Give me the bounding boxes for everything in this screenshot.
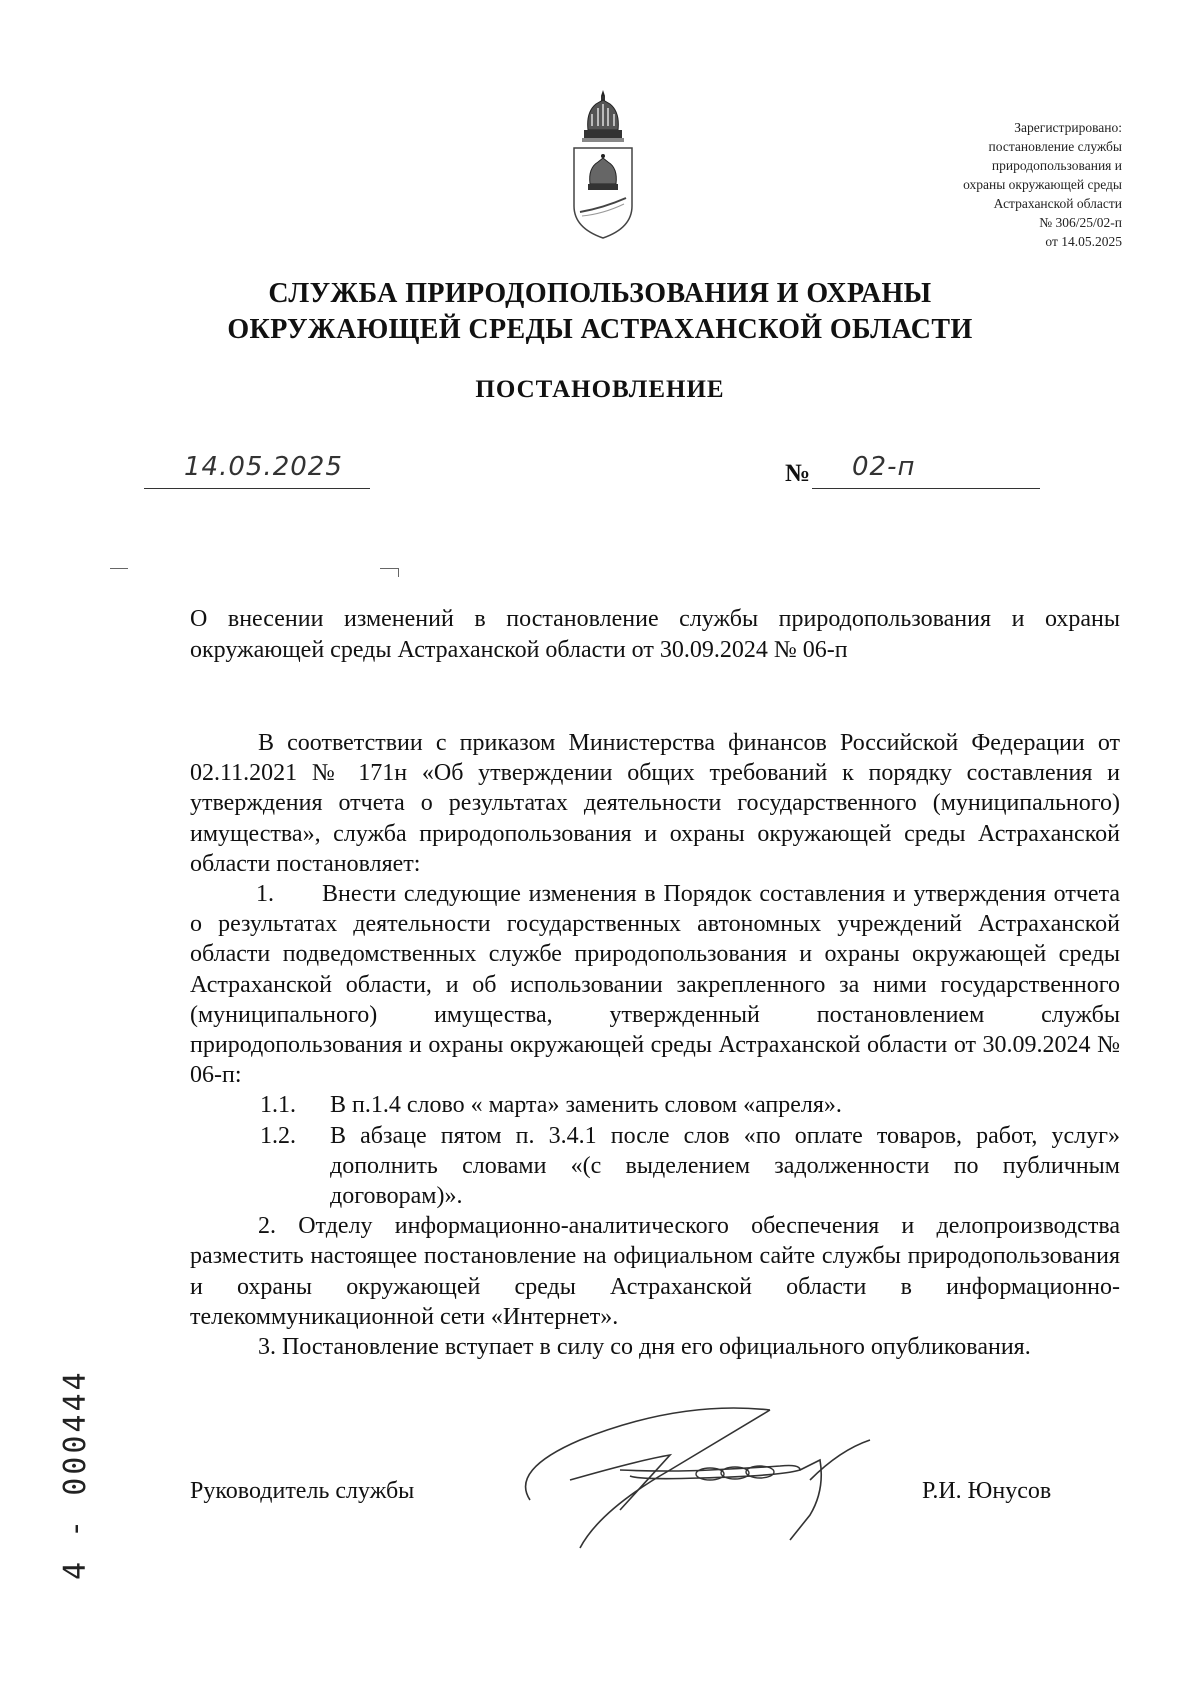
organization-title: [0, 276, 1200, 348]
list-item-number: 1.2.: [260, 1122, 296, 1149]
subject-bracket-left: [110, 568, 128, 577]
list-item-text: В п.1.4 слово « марта» заменить словом «апреля».: [330, 1092, 842, 1119]
registration-line: № 306/25/02-п: [1039, 215, 1122, 230]
registration-line: постановление службы: [988, 139, 1122, 154]
document-type: ПОСТАНОВЛЕНИЕ: [475, 376, 725, 403]
registration-line: от 14.05.2025: [1045, 234, 1122, 249]
organization-title-line-2: ОКРУЖАЮЩЕЙ СРЕДЫ АСТРАХАНСКОЙ ОБЛАСТИ: [227, 314, 973, 345]
list-item-1-1: [190, 1090, 1120, 1120]
number-handwritten: 02-п: [852, 452, 916, 482]
item-2-paragraph: 2. Отделу информационно-аналитического обеспечения и делопроизводства разместить настоящее постановление на официальном сайте службы природопользования и охраны окружающей среды Астраханской области в информационно-телекоммуникационной сети «Интернет».: [190, 1213, 1120, 1330]
list-item-number: 1.1.: [260, 1092, 296, 1119]
serial-number: 4 - 000444: [58, 1369, 93, 1580]
date-handwritten: 14.05.2025: [184, 452, 343, 482]
item-1-paragraph: Внести следующие изменения в Порядок составления и утверждения отчета о результатах деятельности государственных автономных учреждений Астраханской области подведомственных службе природопользования и охраны окружающей среды Астраханской области, и об использовании закрепленного за ними государственного (муниципального) имущества, утвержденный постановлением службы природопользования и охраны окружающей среды Астраханской области от 30.09.2024 № 06-п:: [190, 881, 1120, 1089]
registration-line: Зарегистрировано:: [1014, 120, 1122, 135]
handwritten-signature: [520, 1400, 900, 1550]
document-subject: О внесении изменений в постановление службы природопользования и охраны окружающей среды Астраханской области от 30.09.2024 № 06-п: [190, 606, 1120, 663]
registration-line: охраны окружающей среды: [963, 177, 1122, 192]
date-field: [144, 452, 370, 489]
registration-stamp: [822, 118, 1122, 251]
number-field: [812, 452, 1040, 489]
registration-line: Астраханской области: [993, 196, 1122, 211]
document-body: [190, 728, 1120, 1362]
item-3-paragraph: 3. Постановление вступает в силу со дня его официального опубликования.: [258, 1334, 1031, 1361]
list-item-number: 1.: [256, 881, 274, 908]
coat-of-arms-icon: [568, 86, 638, 246]
registration-line: природопользования и: [991, 158, 1122, 173]
organization-title-line-1: СЛУЖБА ПРИРОДОПОЛЬЗОВАНИЯ И ОХРАНЫ: [268, 278, 932, 309]
list-item-1-2: [190, 1121, 1120, 1212]
signer-name: Р.И. Юнусов: [922, 1478, 1052, 1504]
list-item-text: В абзаце пятом п. 3.4.1 после слов «по оплате товаров, работ, услуг» дополнить словами «(с выделением задолженности по публичным договорам)».: [330, 1122, 1120, 1210]
signer-role: Руководитель службы: [190, 1478, 415, 1504]
preamble-paragraph: В соответствии с приказом Министерства финансов Российской Федерации от 02.11.2021 № 171н «Об утверждении общих требований к порядку составления и утверждения отчета о результатах деятельности государственного (муниципального) имущества», служба природопользования и охраны окружающей среды Астраханской области постановляет:: [190, 730, 1120, 877]
number-label: №: [785, 460, 811, 487]
subject-bracket-right: [380, 568, 399, 577]
